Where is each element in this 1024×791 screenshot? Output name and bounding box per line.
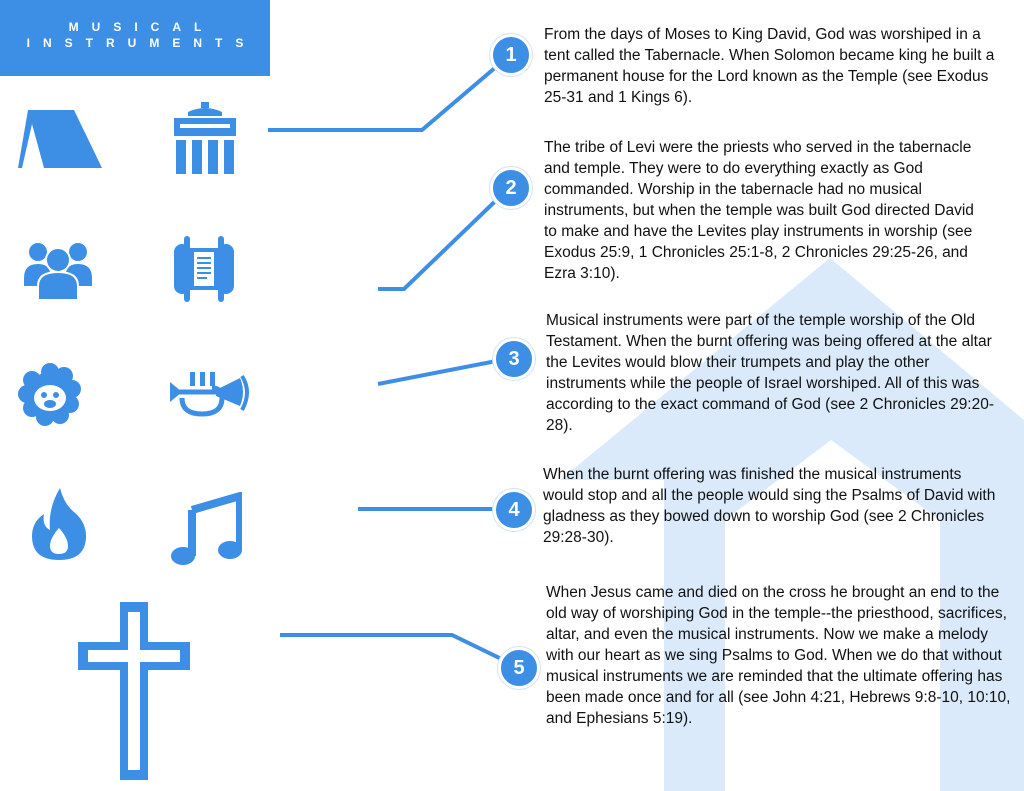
paragraph-1: From the days of Moses to King David, God was worshiped in a tent called the Tabernacle. When Solomon became king he built a permanent house for the Lord known as the Temple (see Exodus 25-31 and 1 Kings 6). <box>544 26 995 106</box>
connector-3 <box>378 358 512 384</box>
connector-2 <box>378 187 510 289</box>
paragraph-5: When Jesus came and died on the cross he brought an end to the old way of worshiping God in the temple--the priesthood, sacrifices, altar, and even the musical instruments. Now we make a melody with our heart as we sing Psalms to God. When we do that without musical instruments we are reminded that the ultimate offering has been made once and for all (see John 4:21, Hebrews 9:8-10, 10:10, and Ephesians 5:19). <box>546 584 1011 727</box>
title-line-1: MUSICAL <box>68 20 215 34</box>
paragraph-2: The tribe of Levi were the priests who served in the tabernacle and temple. They were to do everything exactly as God commanded. Worship in the tabernacle had no musical instruments, but when the temple was built God directed David to make and have the Levites play instruments in worship (see Exodus 25:9, 1 Chronicles 25:1-8, 2 Chronicles 29:25-26, and Ezra 3:10). <box>544 139 974 282</box>
step-badge-3: 3 <box>493 338 535 380</box>
step-badge-5: 5 <box>498 647 540 689</box>
step-badge-1: 1 <box>490 34 532 76</box>
step-badge-4: 4 <box>493 489 535 531</box>
connector-1 <box>268 55 510 130</box>
paragraph-3: Musical instruments were part of the temple worship of the Old Testament. When the burnt offering was being offered at the altar the Levites would blow their trumpets and play the other instruments while the people of Israel worshiped. All of this was according to the exact command of God (see 2 Chronicles 29:20-28). <box>546 312 995 434</box>
paragraph-4: When the burnt offering was finished the musical instruments would stop and all the people would sing the Psalms of David with gladness as they bowed down to worship God (see 2 Chronicles 29:28-30). <box>543 466 996 546</box>
step-badge-2: 2 <box>490 167 532 209</box>
connector-5 <box>280 635 518 667</box>
title-line-2: INSTRUMENTS <box>26 36 257 50</box>
